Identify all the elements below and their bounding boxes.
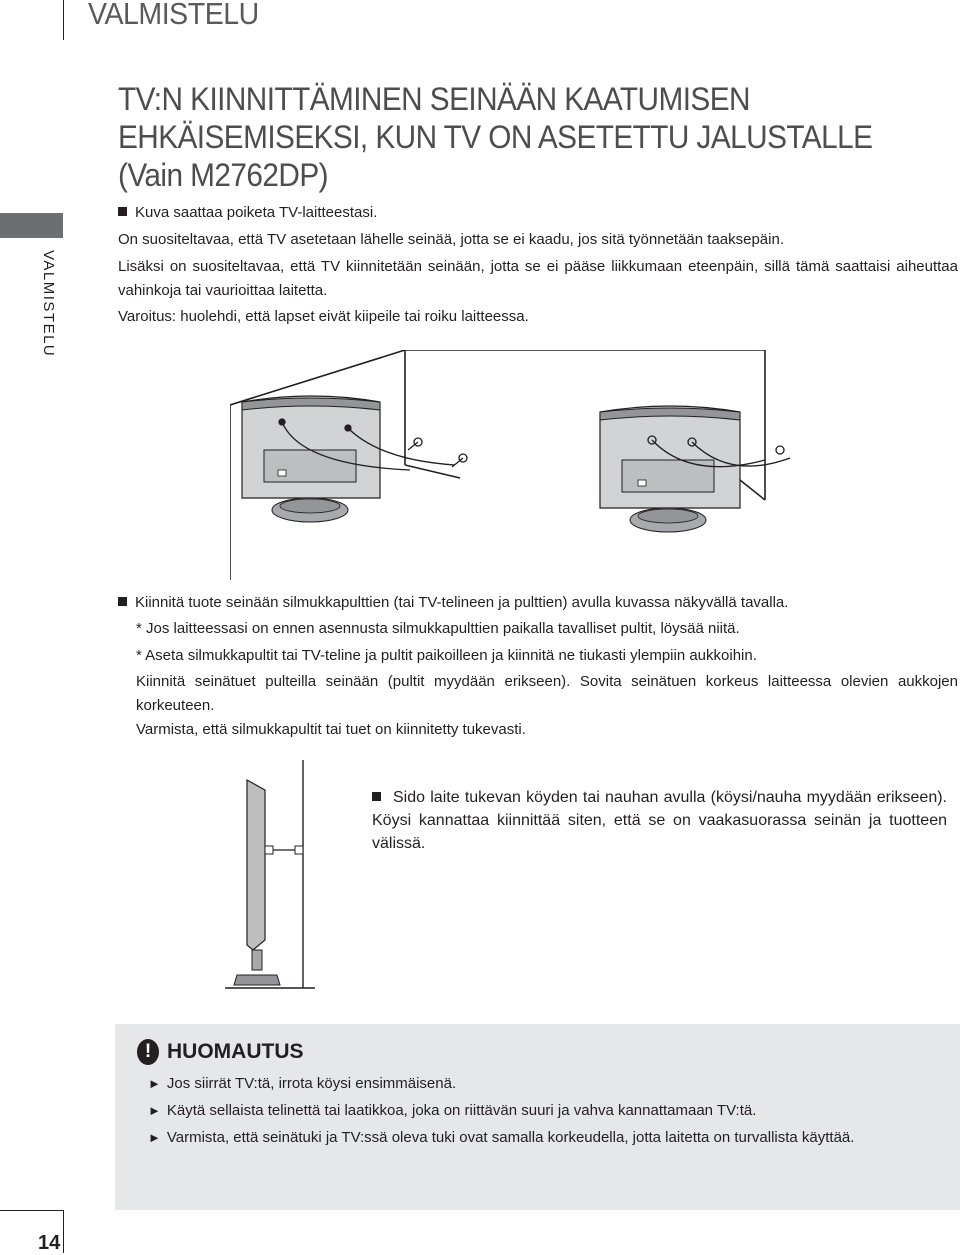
instruction-note-2: * Aseta silmukkapultit tai TV-teline ja pultit paikoilleen ja kiinnitä ne tiukasti ylempiin aukkoihin. [136, 647, 757, 664]
instruction-main-text: Kiinnitä tuote seinään silmukkapulttien (tai TV-telineen ja pulttien) avulla kuvassa näkyvällä tavalla. [135, 594, 789, 611]
page-title [118, 80, 948, 194]
note-item-text: Varmista, että seinätuki ja TV:ssä oleva tuki ovat samalla korkeudella, jotta laitetta on turvallista käyttää. [166, 1129, 855, 1146]
arrow-right-icon: ► [148, 1103, 161, 1118]
wall-mount-illustration [230, 350, 790, 590]
section-title: VALMISTELU [88, 0, 259, 31]
tv-back-left-icon [242, 396, 380, 522]
bullet-square-icon [118, 207, 127, 216]
instruction-main [118, 591, 788, 615]
note-title: HUOMAUTUS [167, 1040, 304, 1063]
instruction-wall-bracket: Kiinnitä seinätuet pulteilla seinään (pultit myydään erikseen). Sovita seinätuen korkeus laitteessa olevien aukkojen korkeuteen. [136, 673, 958, 714]
intro-paragraph-2: Lisäksi on suositeltavaa, että TV kiinnitetään seinään, jotta se ei pääse liikkumaan eteenpäin, sillä tämä saattaisi aiheuttaa vahinkoja tai vaurioittaa laitetta. [118, 258, 958, 299]
note-item-text: Jos siirrät TV:tä, irrota köysi ensimmäisenä. [166, 1075, 457, 1092]
sidebar-tab-marker [0, 213, 63, 238]
page-title-line-1: TV:N KIINNITTÄMINEN SEINÄÄN KAATUMISEN [118, 81, 750, 117]
intro-warning: Varoitus: huolehdi, että lapset eivät kiipeile tai roiku laitteessa. [118, 308, 529, 325]
arrow-right-icon: ► [148, 1130, 161, 1145]
note-header [137, 1039, 304, 1065]
note-item-text: Käytä sellaista telinettä tai laatikkoa, joka on riittävän suuri ja vahva kannattamaan TV:tä. [166, 1102, 757, 1119]
sidebar-divider-bottom [63, 1210, 64, 1253]
sidebar-divider-top [63, 0, 64, 40]
note-item [148, 1075, 456, 1092]
arrow-right-icon: ► [148, 1076, 161, 1091]
page-title-line-2: EHKÄISEMISEKSI, KUN TV ON ASETETTU JALUSTALLE [118, 119, 873, 155]
instruction-secure: Varmista, että silmukkapultit tai tuet on kiinnitetty tukevasti. [136, 721, 526, 738]
page-number-rule [0, 1210, 64, 1211]
intro-note-text: Kuva saattaa poiketa TV-laitteestasi. [135, 204, 378, 221]
intro-note [118, 201, 377, 225]
intro-paragraph-1: On suositeltavaa, että TV asetetaan lähelle seinää, jotta se ei kaadu, jos sitä työnnetään taaksepäin. [118, 231, 784, 248]
bullet-square-icon [372, 792, 381, 801]
rope-instruction-text: Sido laite tukevan köyden tai nauhan avulla (köysi/nauha myydään erikseen). Köysi kannattaa kiinnittää siten, että se on vaakasuorassa seinän ja tuotteen välissä. [372, 789, 947, 852]
sidebar-section-label: VALMISTELU [40, 250, 57, 358]
tv-back-right-icon [600, 406, 740, 532]
instruction-note-1: * Jos laitteessasi on ennen asennusta silmukkapulttien paikalla tavalliset pultit, löysää niitä. [136, 620, 740, 637]
page-title-line-3: (Vain M2762DP) [118, 157, 328, 193]
bullet-square-icon [118, 597, 127, 606]
side-view-illustration [225, 760, 315, 990]
warning-exclamation-icon: ! [137, 1039, 159, 1065]
page-number: 14 [38, 1232, 61, 1254]
note-item [148, 1102, 756, 1119]
rope-instruction [372, 786, 947, 855]
note-item [148, 1129, 854, 1146]
